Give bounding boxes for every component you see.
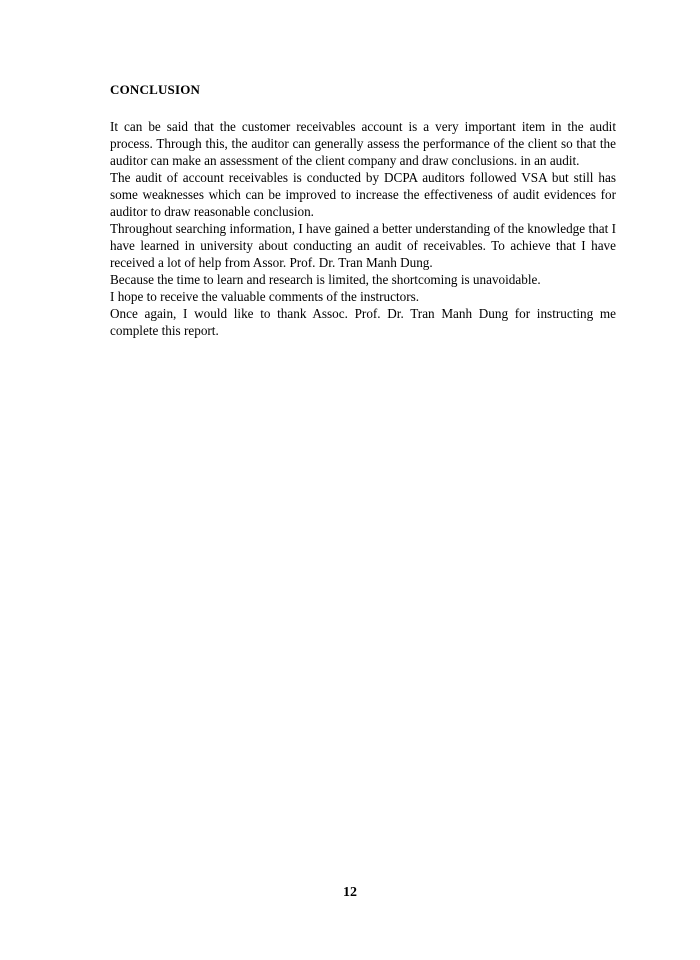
section-heading: CONCLUSION [110,82,201,97]
page-number: 12 [343,885,357,900]
paragraph-comments: I hope to receive the valuable comments of the instructors. [110,289,420,304]
paragraph-limitation: Because the time to learn and research is limited, the shortcoming is unavoidable. [110,272,541,287]
paragraph-audit-weaknesses: The audit of account receivables is conducted by DCPA auditors followed VSA but still has some weaknesses which can be improved to increase the effectiveness of audit evidences for auditor to draw reasonable conclusion. [110,170,616,219]
paragraph-thanks: Once again, I would like to thank Assoc. Prof. Dr. Tran Manh Dung for instructing me complete this report. [110,306,616,338]
paragraph-understanding: Throughout searching information, I have gained a better understanding of the knowledge that I have learned in university about conducting an audit of receivables. To achieve that I have received a lot of help from Assor. Prof. Dr. Tran Manh Dung. [110,221,616,270]
conclusion-body [110,118,616,339]
paragraph-intro: It can be said that the customer receivables account is a very important item in the audit process. Through this, the auditor can generally assess the performance of the client so that the auditor can make an assessment of the client company and draw conclusions. in an audit. [110,119,616,168]
